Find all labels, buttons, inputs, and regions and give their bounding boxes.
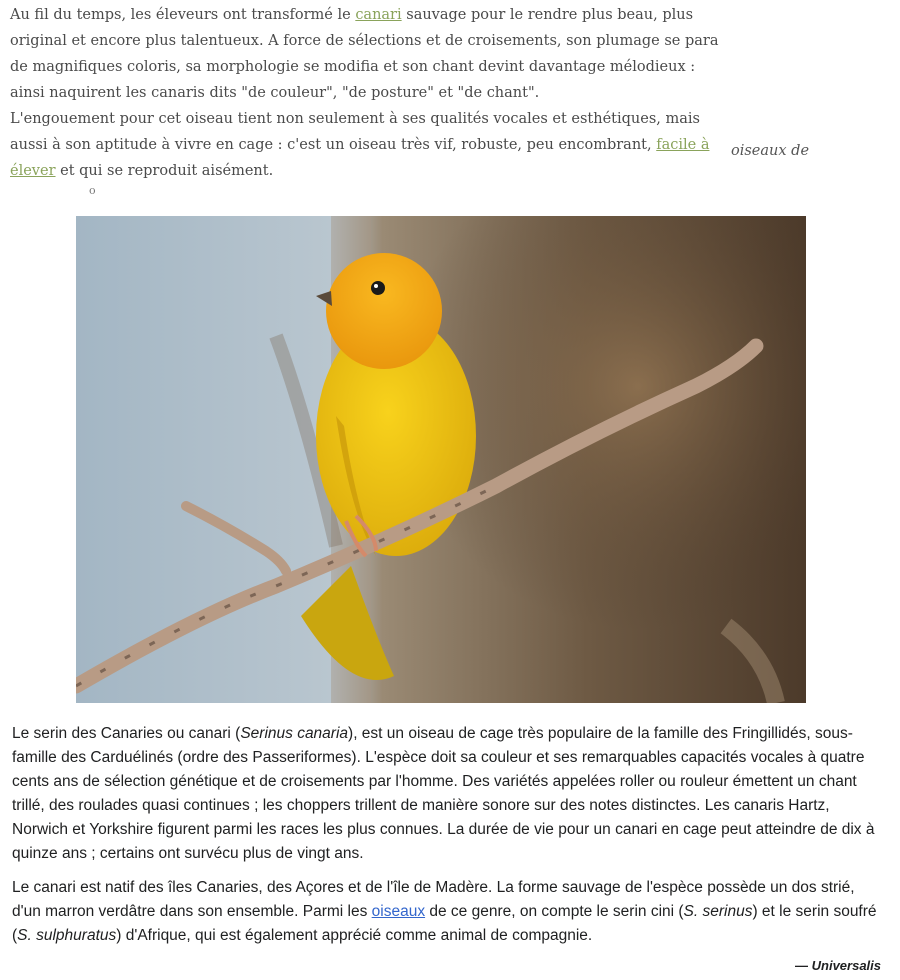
article-p2-text-a: Le canari est natif des îles Canaries, des Açores et de l'île de Madère. La forme sauvage de l'espèce possède un dos strié, d'un marron verdâtre dans son ensemble. Parmi les [12, 879, 855, 920]
article-paragraph-1 [12, 722, 884, 866]
article-paragraph-2 [12, 876, 884, 948]
source-attribution [795, 958, 881, 973]
intro-p1-text-a: Au fil du temps, les éleveurs ont transformé le [10, 7, 356, 23]
canary-head [326, 253, 442, 369]
link-canari[interactable]: canari [355, 7, 402, 23]
intro-text [10, 2, 722, 184]
intro-p2-text-b: et qui se reproduit aisément. [55, 163, 274, 179]
intro-paragraph-2 [10, 106, 722, 184]
intro-paragraph-1 [10, 2, 722, 106]
intro-p2-text-a: L'engouement pour cet oiseau tient non seulement à ses qualités vocales et esthétiques, mais aussi à son aptitude à vivre en cage : c'est un oiseau très vif, robuste, peu encombrant, [10, 111, 700, 153]
intro-p1-text-b: sauvage pour le rendre plus beau, plus original et encore plus talentueux. A force de sélections et de croisements, son plumage se para de magnifiques coloris, sa morphologie se modifia et son chant devint davantage mélodieux : ainsi naquirent les canaris dits "de couleur", "de posture" et "de chant". [10, 7, 719, 101]
link-oiseaux[interactable]: oiseaux [371, 903, 426, 920]
source-name: Universalis [811, 958, 881, 973]
canary-eye [371, 281, 385, 295]
canary-photo [76, 216, 806, 703]
link-facile-a-elever[interactable]: facile à élever [10, 137, 710, 179]
article-p1-text-a: Le serin des Canaries ou canari ( [12, 725, 241, 742]
article-p1-text-b: ), est un oiseau de cage très populaire de la famille des Fringillidés, sous-famille des Carduélinés (ordre des Passeriformes). L'espèce doit sa couleur et ses remarquables capacités vocales à quatre cents ans de sélection génétique et de croisements par l'homme. Des variétés appelées roller ou rouleur émettent un chant trillé, des roulades quasi continues ; les choppers trillent de manière sonore sur des notes distinctes. Les canaris Hartz, Norwich et Yorkshire figurent parmi les races les plus connues. La durée de vie pour un canari en cage peut atteindre de dix à quinze ans ; certains ont survécu plus de vingt ans. [12, 725, 875, 862]
canary-eye-highlight [374, 284, 378, 288]
article-p2-text-c: ) et le serin soufré ( [12, 903, 877, 944]
source-dash: — [795, 958, 808, 973]
article-text [12, 722, 884, 958]
species-name-s-sulphuratus: S. sulphuratus [17, 927, 117, 944]
stray-mark: o [89, 184, 96, 197]
canary-illustration [76, 216, 806, 703]
article-p2-text-b: de ce genre, on compte le serin cini ( [425, 903, 684, 920]
species-name-s-serinus: S. serinus [683, 903, 753, 920]
species-name-serinus-canaria: Serinus canaria [240, 725, 349, 742]
article-p2-text-d: ) d'Afrique, qui est également apprécié comme animal de compagnie. [116, 927, 593, 944]
side-text-fragment: oiseaux de [731, 143, 810, 159]
